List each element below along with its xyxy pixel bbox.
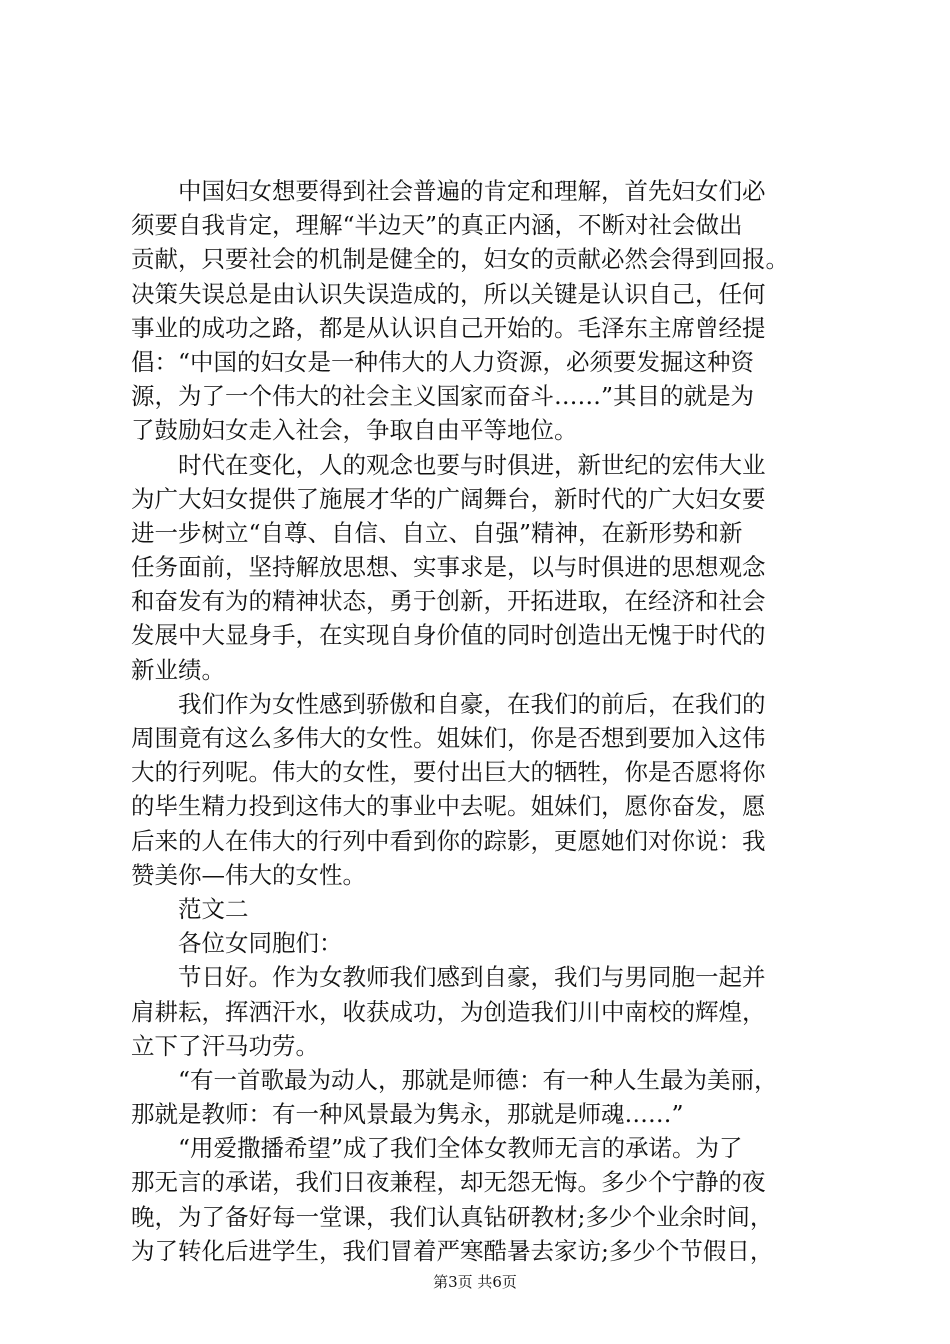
text-line: 事业的成功之路，都是从认识自己开始的。毛泽东主席曾经提 [131,313,766,342]
text-line: 周围竟有这么多伟大的女性。姐妹们，你是否想到要加入这伟 [131,724,766,752]
text-line: 立下了汗马功劳。 [131,1031,319,1060]
text-line: 赞美你—伟大的女性。 [131,860,366,889]
text-line: 进一步树立“自尊、自信、自立、自强”精神，在新形势和新 [131,518,743,547]
salutation: 各位女同胞们： [131,929,343,958]
text-line: 倡：“中国的妇女是一种伟大的人力资源，必须要发掘这种资 [131,347,755,376]
text-line: 后来的人在伟大的行列中看到你的踪影，更愿她们对你说：我 [131,826,766,855]
text-line: 的毕生精力投到这伟大的事业中去呢。姐妹们，愿你奋发，愿 [131,792,766,821]
text-line: 大的行列呢。伟大的女性，要付出巨大的牺牲，你是否愿将你 [131,758,766,787]
text-line: “用爱撒播希望”成了我们全体女教师无言的承诺。为了 [131,1134,743,1163]
text-line: 节日好。作为女教师我们感到自豪，我们与男同胞一起并 [131,963,766,992]
text-line: 那无言的承诺，我们日夜兼程，却无怨无悔。多少个宁静的夜 [131,1168,766,1197]
text-line: 新业绩。 [131,655,225,684]
text-line: 任务面前，坚持解放思想、实事求是，以与时俱进的思想观念 [131,553,766,582]
document-body [131,174,831,1268]
text-line: 发展中大显身手，在实现自身价值的同时创造出无愧于时代的 [131,621,766,650]
text-line: 晚，为了备好每一堂课，我们认真钻研教材;多少个业余时间， [131,1202,774,1231]
text-line: 我们作为女性感到骄傲和自豪，在我们的前后，在我们的 [131,689,766,718]
text-line: 了鼓励妇女走入社会，争取自由平等地位。 [131,416,578,445]
text-line: 时代在变化，人的观念也要与时俱进，新世纪的宏伟大业 [131,450,766,479]
text-line: 和奋发有为的精神状态，勇于创新，开拓进取，在经济和社会 [131,587,766,616]
text-line: 为广大妇女提供了施展才华的广阔舞台，新时代的广大妇女要 [131,484,766,513]
text-line: 源，为了一个伟大的社会主义国家而奋斗……”其目的就是为 [131,382,755,411]
text-line: 那就是教师：有一种风景最为隽永，那就是师魂……” [131,1100,684,1129]
section-heading: 范文二 [131,894,249,923]
text-line: 中国妇女想要得到社会普遍的肯定和理解，首先妇女们必 [131,177,766,205]
text-line: 为了转化后进学生，我们冒着严寒酷暑去家访;多少个节假日， [131,1236,774,1265]
text-line: 须要自我肯定，理解“半边天”的真正内涵，不断对社会做出 [131,211,743,240]
text-line: 决策失误总是由认识失误造成的，所以关键是认识自己，任何 [131,279,766,308]
page-number-footer: 第3页 共6页 [433,1273,517,1291]
text-line: 贡献，只要社会的机制是健全的，妇女的贡献必然会得到回报。 [131,245,789,274]
text-line: 肩耕耘，挥洒汗水，收获成功，为创造我们川中南校的辉煌， [131,997,766,1026]
text-line: “有一首歌最为动人，那就是师德：有一种人生最为美丽， [131,1065,778,1094]
